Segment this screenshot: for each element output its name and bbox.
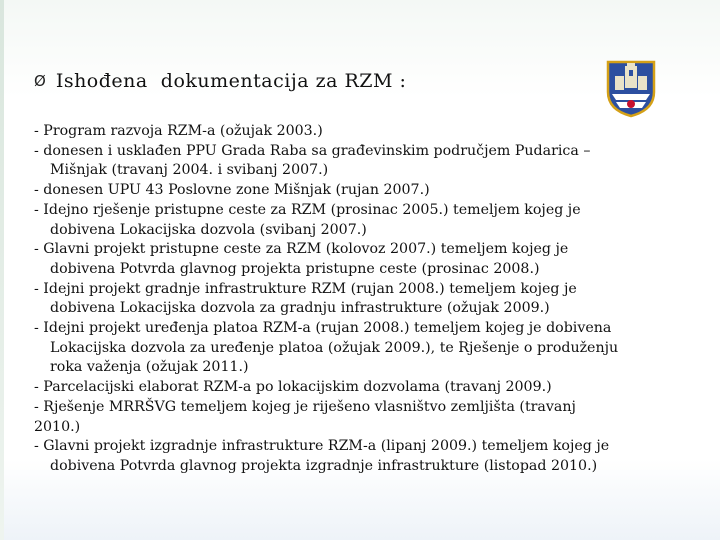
list-item xyxy=(34,240,674,279)
list-item-line: - Program razvoja RZM-a (ožujak 2003.) xyxy=(34,123,323,139)
list-item-line: roka važenja (ožujak 2011.) xyxy=(50,359,249,376)
list-item xyxy=(34,201,674,240)
list-item-line: dobivena Potvrda glavnog projekta pristupne ceste (prosinac 2008.) xyxy=(50,260,540,277)
list-item-line: dobivena Potvrda glavnog projekta izgradnje infrastrukture (listopad 2010.) xyxy=(50,457,598,474)
title-row xyxy=(34,70,406,92)
list-item-line: 2010.) xyxy=(34,418,81,435)
list-item-line: Lokacijska dozvola za uređenje platoa (ožujak 2009.), te Rješenje o produženju xyxy=(50,339,619,356)
list-item-line: - Glavni projekt izgradnje infrastrukture RZM-a (lipanj 2009.) temeljem kojeg je xyxy=(34,438,610,455)
list-item xyxy=(34,280,674,319)
list-item-line: - Idejni projekt gradnje infrastrukture RZM (rujan 2008.) temeljem kojeg je xyxy=(34,280,577,297)
list-item-line: dobivena Lokacijska dozvola za gradnju infrastrukture (ožujak 2009.) xyxy=(50,300,550,317)
coat-of-arms-icon xyxy=(606,60,656,118)
list-item-line: - Idejno rješenje pristupne ceste za RZM (prosinac 2005.) temeljem kojeg je xyxy=(34,201,581,218)
list-item-line: - Glavni projekt pristupne ceste za RZM (kolovoz 2007.) temeljem kojeg je xyxy=(34,241,569,258)
list-item xyxy=(34,437,674,476)
slide-edge-decoration xyxy=(0,0,4,540)
arrow-bullet-icon: Ø xyxy=(34,72,46,90)
document-list xyxy=(34,122,674,477)
list-item-line: - donesen i usklađen PPU Grada Raba sa građevinskim područjem Pudarica – xyxy=(34,142,591,159)
list-item-line: - Parcelacijski elaborat RZM-a po lokacijskim dozvolama (travanj 2009.) xyxy=(34,379,552,396)
list-item xyxy=(34,122,674,142)
list-item-line: dobivena Lokacijska dozvola (svibanj 2007.) xyxy=(50,221,367,238)
list-item xyxy=(34,142,674,181)
list-item-line: - donesen UPU 43 Poslovne zone Mišnjak (rujan 2007.) xyxy=(34,182,430,199)
list-item-line: - Rješenje MRRŠVG temeljem kojeg je riješeno vlasništvo zemljišta (travanj xyxy=(34,398,576,415)
list-item xyxy=(34,181,674,201)
slide-title: Ishođena dokumentacija za RZM : xyxy=(55,70,407,92)
list-item-line: - Idejni projekt uređenja platoa RZM-a (rujan 2008.) temeljem kojeg je dobivena xyxy=(34,320,612,337)
list-item-line: Mišnjak (travanj 2004. i svibanj 2007.) xyxy=(50,162,329,179)
list-item xyxy=(34,398,674,437)
list-item xyxy=(34,319,674,378)
list-item xyxy=(34,378,674,398)
